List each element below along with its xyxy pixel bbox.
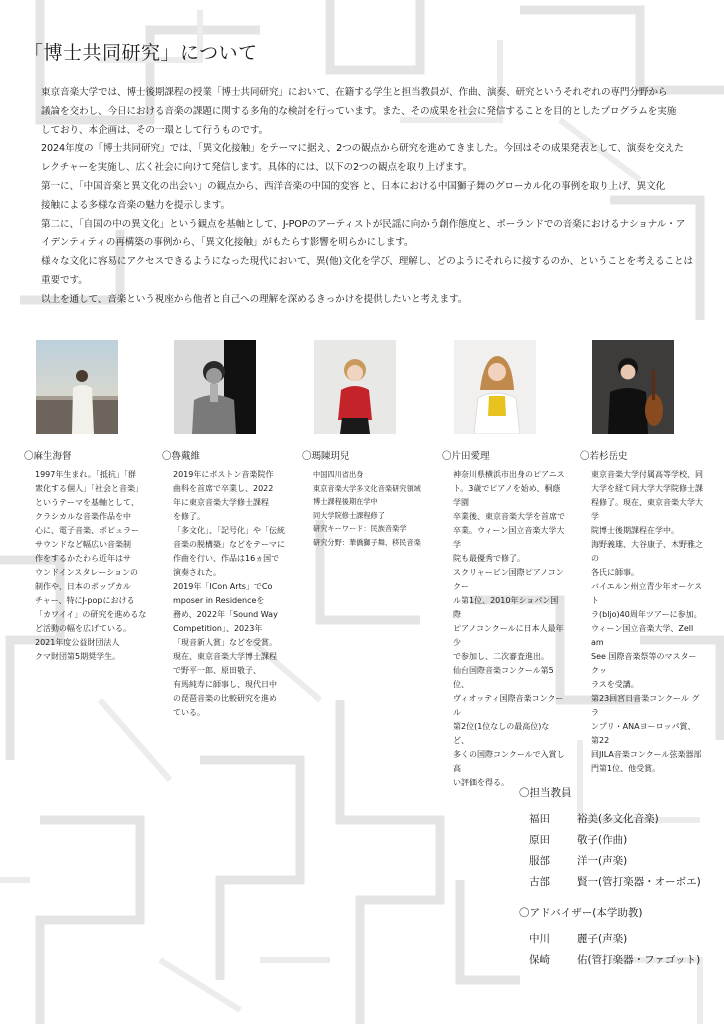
intro-line: 2024年度の「博士共同研究」では、「異文化接触」をテーマに据え、2つの観点から研究を進めてきました。今回はその成果発表として、演奏を交えた bbox=[41, 143, 684, 155]
intro-line: イデンティティの再構築の事例から、「異文化接触」がもたらす影響を明らかにします。 bbox=[41, 237, 414, 249]
portrait-photo bbox=[174, 340, 256, 434]
advisor-surname: 中川 bbox=[529, 933, 550, 945]
teacher-item bbox=[529, 853, 719, 874]
intro-line: 東京音楽大学では、博士後期課程の授業「博士共同研究」において、在籍する学生と担当教員が、作曲、演奏、研究というそれぞれの専門分野から bbox=[41, 87, 668, 98]
teacher-detail: 洋一(声楽) bbox=[577, 855, 628, 867]
intro-line: 重要です。 bbox=[41, 274, 88, 286]
profile-katada bbox=[442, 340, 570, 790]
advisor-detail: 佑(管打楽器・ファゴット) bbox=[577, 954, 701, 966]
portrait-photo bbox=[454, 340, 536, 434]
profile-name: 〇瑪陳玥兒 bbox=[302, 451, 350, 462]
profile-bio: 1997年生まれ。「抵抗」「群 衆化する個人」「社会と音楽」 というテーマを基軸として、 クラシカルな音楽作品を中 心に、電子音楽、ポピュラー サウンドなど幅広い音楽制 作をするかたわら近年はサ ウンドインスタレーションの 制作や、日本のポップカル チャー、特にJ-popにおける 「カワイイ」の研究を進めるな ど活動の幅を広げている。 2021年度公益財団法人 クマ財団第5期奨学生。 bbox=[35, 470, 147, 661]
profile-bio: 中国四川省出身 東京音楽大学多文化音楽研究領域 博士課程後期在学中 同大学院修士課程修了 研究キーワード：民族音楽学 研究分野：華僑獅子舞、移民音楽 bbox=[313, 470, 421, 547]
intro-line: 接触による多様な音楽の魅力を提示します。 bbox=[41, 199, 231, 211]
teacher-detail: 敬子(作曲) bbox=[577, 834, 628, 846]
profile-name: 〇魯戴維 bbox=[162, 451, 201, 462]
profile-name: 〇麻生海督 bbox=[24, 451, 72, 462]
intro-line: 第二に、「自国の中の異文化」という観点を基軸として、J-POPのアーティストが民謡に向かう創作態度と、ポーランドでの音楽におけるナショナル・ア bbox=[41, 218, 686, 230]
intro-line: 以上を通して、音楽という視座から他者と自己への理解を深めるきっかけを提供したいと考えます。 bbox=[41, 293, 468, 305]
profile-asou bbox=[24, 340, 152, 664]
profile-name: 〇若杉岳史 bbox=[580, 451, 628, 462]
teacher-detail: 賢一(管打楽器・オーボエ) bbox=[577, 876, 701, 888]
intro-line: しており、本企画は、その一環として行うものです。 bbox=[41, 124, 269, 136]
intro-text bbox=[41, 84, 696, 310]
intro-line: 第一に、「中国音楽と異文化の出会い」の観点から、西洋音楽の中国的変容 と、日本における中国獅子舞のグローカル化の事例を取り上げ、異文化 bbox=[41, 180, 666, 192]
teacher-item bbox=[529, 874, 719, 895]
teacher-surname: 原田 bbox=[529, 834, 550, 846]
teacher-item bbox=[529, 811, 719, 832]
intro-line: レクチャーを実施し、広く社会に向けて発信します。具体的には、以下の2つの観点を取り上げます。 bbox=[41, 162, 473, 174]
teachers-list bbox=[519, 811, 719, 895]
teacher-surname: 服部 bbox=[529, 855, 550, 867]
intro-line: 議論を交わし、今日における音楽の課題に関する多角的な検討を行っています。また、その成果を社会に発信することを目的としたプログラムを実施 bbox=[41, 105, 677, 117]
advisors-heading: 〇アドバイザー(本学助教) bbox=[519, 907, 643, 919]
profile-bio: 2019年にボストン音楽院作 曲科を首席で卒業し、2022 年に東京音楽大学修士課程 を修了。 「多文化」、「記号化」や「伝統 音楽の脱構築」などをテーマに 作曲を行い、作品は16ヵ国で 演奏された。 2019年「ICon Arts」でCo mposer in Residenceを 務め、2022年「Sound Way Competition」、2023年 「現音新人賞」などを受賞。 現在、東京音楽大学博士課程 で野平一郎、原田敬子、 有馬純寿に師事し、現代日中 の琵琶音楽の比較研究を進め ている。 bbox=[173, 470, 285, 717]
profile-name: 〇片田愛理 bbox=[442, 451, 490, 462]
profile-lu bbox=[162, 340, 290, 720]
advisor-item bbox=[529, 952, 719, 973]
profile-bio: 神奈川県横浜市出身のピアニス ト。3歳でピアノを始め、桐蔭学園 卒業後、東京音楽大学を首席で 卒業。ウィーン国立音楽大学大学 院も最優秀で修了。 スクリャービン国際ピアノコンクー ル第1位、2010年ショパン国際 ピアノコンクールに日本人最年少 で参加し、二次審査進出。 仙台国際音楽コンクール第5位、 ヴィオッティ国際音楽コンクール 第2位(1位なしの最高位)など、 多くの国際コンクールで入賞し高 い評価を得る。 bbox=[453, 470, 565, 787]
teacher-detail: 裕美(多文化音楽) bbox=[577, 813, 659, 825]
advisor-detail: 麗子(声楽) bbox=[577, 933, 628, 945]
profile-wakasugi bbox=[580, 340, 708, 776]
page-title: 「博士共同研究」について bbox=[24, 42, 258, 64]
teachers-heading: 〇担当教員 bbox=[519, 787, 572, 799]
advisor-item bbox=[529, 931, 719, 952]
portrait-photo bbox=[592, 340, 674, 434]
faculty-section bbox=[519, 785, 719, 973]
advisor-surname: 保崎 bbox=[529, 954, 550, 966]
profile-ma bbox=[302, 340, 430, 550]
intro-line: 様々な文化に容易にアクセスできるようになった現代において、異(他)文化を学び、理解し、どのようにそれらに接するのか、ということを考えることは bbox=[41, 256, 693, 268]
portrait-photo bbox=[36, 340, 118, 434]
teacher-surname: 福田 bbox=[529, 813, 550, 825]
teacher-item bbox=[529, 832, 719, 853]
portrait-photo bbox=[314, 340, 396, 434]
profile-bio: 東京音楽大学付属高等学校、同 大学を経て同大学大学院修士課 程修了。現在、東京音楽大学大学 院博士後期課程在学中。 海野義雄、大谷康子、木野雅之の 各氏に師事。 バイエルン州立青少年オーケスト ラ(bljo)40周年ツアーに参加。 ウィーン国立音楽大学、Zell am See 国際音楽祭等のマスタークッ ラスを受講。 第23回宮日音楽コンクール グラ ンプリ・ANAヨーロッパ賞、第22 回JILA音楽コンクール弦楽器部 門第1位、他受賞。 bbox=[591, 470, 703, 773]
teacher-surname: 古部 bbox=[529, 876, 550, 888]
advisors-list bbox=[519, 931, 719, 973]
